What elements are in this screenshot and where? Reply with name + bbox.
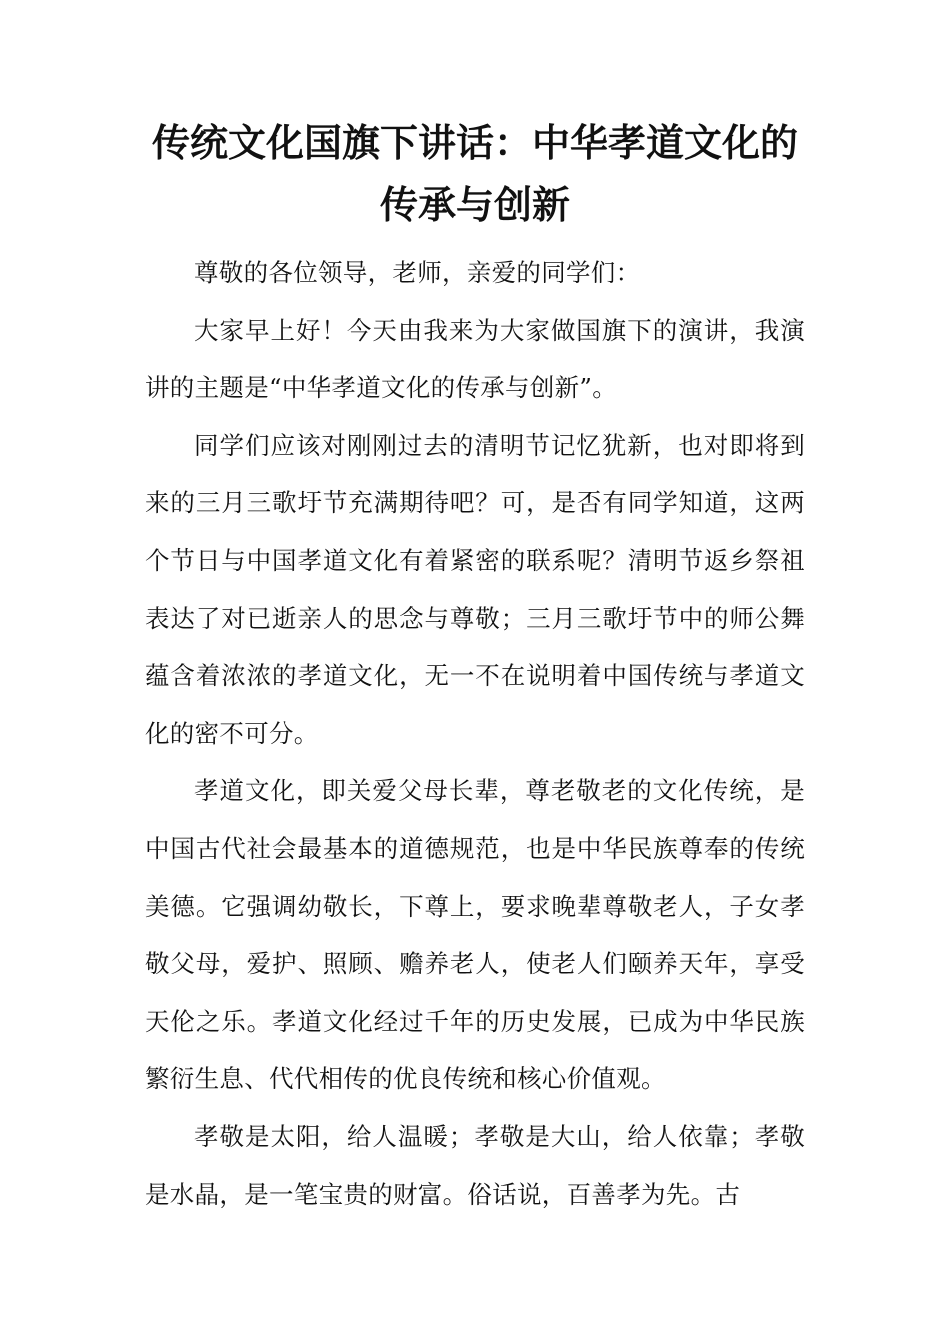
title-line-2: 传承与创新 [379, 182, 570, 227]
document-body [145, 244, 805, 1223]
document-title [145, 112, 805, 236]
paragraph-salutation: 尊敬的各位领导，老师，亲爱的同学们： [194, 258, 641, 287]
paragraph-filial-culture: 孝道文化，即关爱父母长辈，尊老敬老的文化传统，是中国古代社会最基本的道德规范，也是中华民族尊奉的传统美德。它强调幼敬长，下尊上，要求晚辈尊敬老人，子女孝敬父母，爱护、照顾、赡养老人，使老人们颐养天年，享受天伦之乐。孝道文化经过千年的历史发展，已成为中华民族繁衍生息、代代相传的优良传统和核心价值观。 [145, 776, 805, 1094]
title-line-1: 传统文化国旗下讲话：中华孝道文化的 [151, 120, 798, 165]
paragraph-greeting: 大家早上好！今天由我来为大家做国旗下的演讲，我演讲的主题是“中华孝道文化的传承与创新”。 [145, 315, 805, 403]
paragraph-festivals: 同学们应该对刚刚过去的清明节记忆犹新，也对即将到来的三月三歌圩节充满期待吧？可，是否有同学知道，这两个节日与中国孝道文化有着紧密的联系呢？清明节返乡祭祖表达了对已逝亲人的思念与尊敬；三月三歌圩节中的师公舞蕴含着浓浓的孝道文化，无一不在说明着中国传统与孝道文化的密不可分。 [145, 430, 805, 748]
paragraph-filial-respect: 孝敬是太阳，给人温暖；孝敬是大山，给人依靠；孝敬是水晶，是一笔宝贵的财富。俗话说，百善孝为先。古 [145, 1121, 805, 1209]
